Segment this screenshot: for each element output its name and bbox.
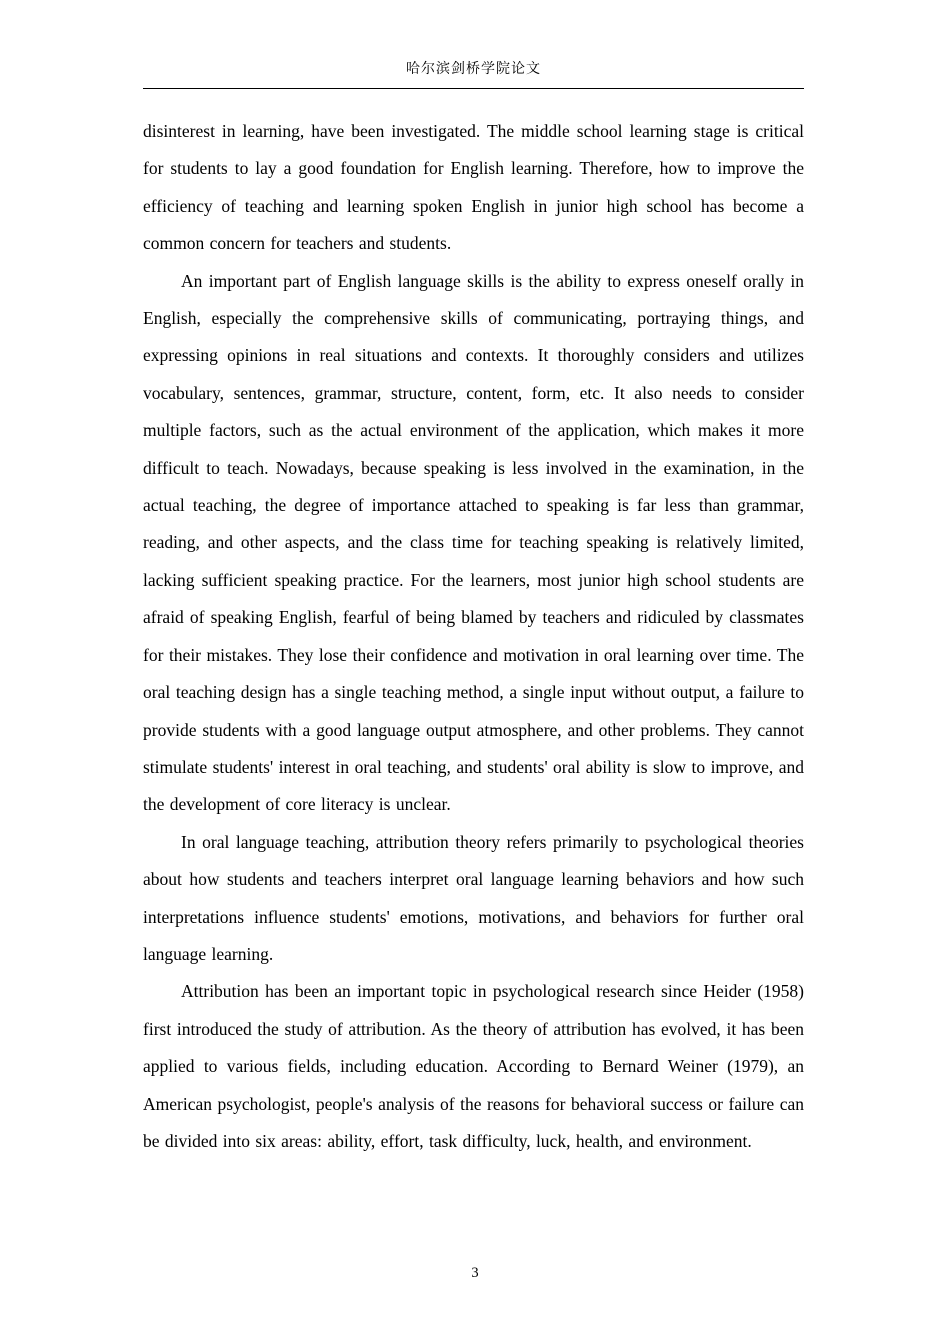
page-number: 3 xyxy=(471,1265,479,1281)
paragraph: Attribution has been an important topic in psychological research since Heider (1958) first introduced the study of attribution. As the theory of attribution has evolved, it has been applied to various fields, including education. According to Bernard Weiner (1979), an American psychologist, people's analysis of the reasons for behavioral success or failure can be divided into six areas: ability, effort, task difficulty, luck, health, and environment. xyxy=(143,981,804,1151)
paragraph: In oral language teaching, attribution theory refers primarily to psychological theories about how students and teachers interpret oral language learning behaviors and how such interpretations influence students' emotions, motivations, and behaviors for further oral language learning. xyxy=(143,831,804,964)
page-header xyxy=(143,58,804,89)
header-title: 哈尔滨剑桥学院论文 xyxy=(406,62,541,77)
paragraph-continuation: disinterest in learning, have been investigated. The middle school learning stage is critical for students to lay a good foundation for English learning. Therefore, how to improve the efficiency of teaching and learning spoken English in junior high school has become a common concern for teachers and students. xyxy=(143,121,804,254)
document-body xyxy=(143,113,804,1160)
paragraph: An important part of English language skills is the ability to express oneself orally in English, especially the comprehensive skills of communicating, portraying things, and expressing opinions in real situations and contexts. It thoroughly considers and utilizes vocabulary, sentences, grammar, structure, content, form, etc. It also needs to consider multiple factors, such as the actual environment of the application, which makes it more difficult to teach. Nowadays, because speaking is less involved in the examination, in the actual teaching, the degree of importance attached to speaking is far less than grammar, reading, and other aspects, and the class time for teaching speaking is relatively limited, lacking sufficient speaking practice. For the learners, most junior high school students are afraid of speaking English, fearful of being blamed by teachers and ridiculed by classmates for their mistakes. They lose their confidence and motivation in oral learning over time. The oral teaching design has a single teaching method, a single input without output, a failure to provide students with a good language output atmosphere, and other problems. They cannot stimulate students' interest in oral teaching, and students' oral ability is slow to improve, and the development of core literacy is unclear. xyxy=(143,270,804,815)
page-footer xyxy=(0,1264,950,1282)
